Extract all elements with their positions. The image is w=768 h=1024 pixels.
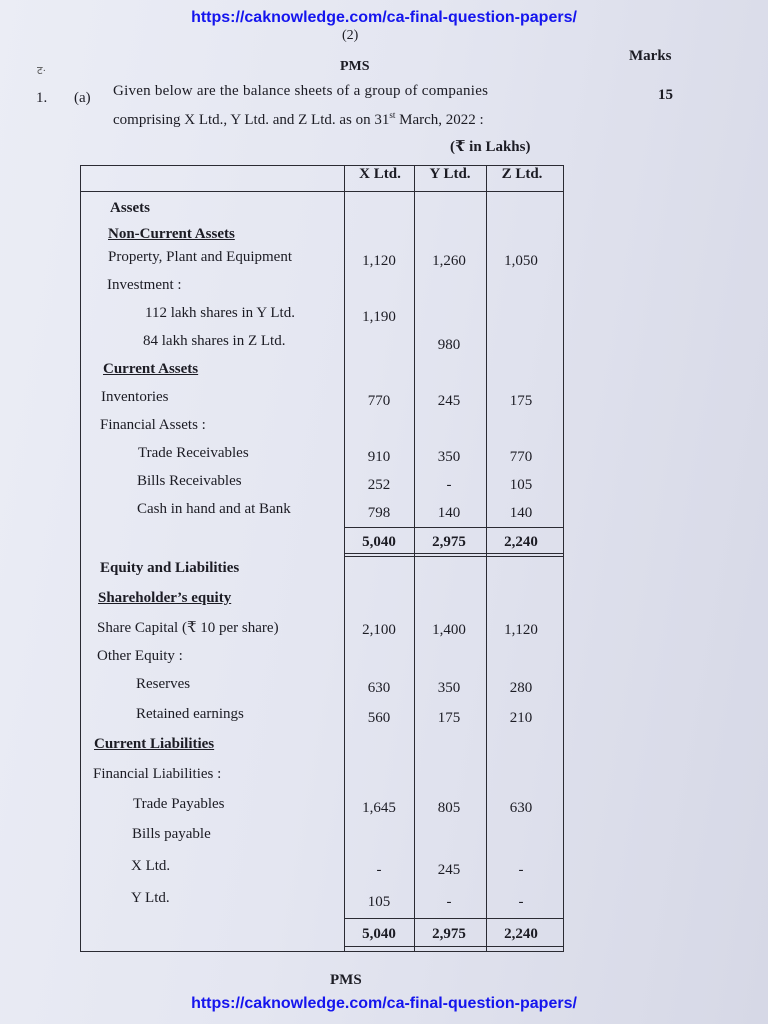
column-header-x-ltd: X Ltd. — [359, 166, 401, 182]
total-cell: 2,240 — [504, 926, 538, 942]
row-label: Retained earnings — [136, 706, 244, 722]
row-label: Equity and Liabilities — [100, 560, 240, 576]
value-cell: 280 — [509, 680, 533, 696]
value-cell: 140 — [437, 505, 461, 521]
row-label: 84 lakh shares in Z Ltd. — [143, 333, 286, 349]
paper-title: PMS — [340, 59, 370, 74]
value-cell: 1,050 — [504, 253, 538, 269]
unit-label: (₹ in Lakhs) — [450, 139, 531, 155]
page-code: ट· — [37, 65, 47, 77]
question-text-line-2: comprising X Ltd., Y Ltd. and Z Ltd. as on 31st March, 2022 : — [113, 110, 484, 128]
total-rule — [344, 946, 564, 947]
total-cell: 5,040 — [362, 534, 396, 550]
value-cell: 770 — [367, 393, 391, 409]
row-label: Trade Payables — [133, 796, 225, 812]
row-label: Cash in hand and at Bank — [137, 501, 291, 517]
total-cell: 2,240 — [504, 534, 538, 550]
row-label: Reserves — [136, 676, 191, 692]
value-cell: 175 — [437, 710, 461, 726]
value-cell: 1,260 — [432, 253, 466, 269]
question-text-line-1: Given below are the balance sheets of a group of companies — [113, 83, 489, 99]
value-cell: - — [446, 894, 452, 910]
value-cell: 350 — [437, 680, 461, 696]
row-label: Bills payable — [132, 826, 211, 842]
marks-heading: Marks — [629, 48, 672, 64]
value-cell: 210 — [509, 710, 533, 726]
row-label: Inventories — [101, 389, 169, 405]
value-cell: - — [376, 862, 382, 878]
value-cell: 140 — [509, 505, 533, 521]
value-cell: 1,645 — [362, 800, 396, 816]
value-cell: 175 — [509, 393, 533, 409]
row-label: Non-Current Assets — [108, 226, 235, 242]
row-label: Bills Receivables — [137, 473, 242, 489]
row-label: X Ltd. — [131, 858, 171, 874]
row-label: Assets — [110, 200, 150, 216]
value-cell: 105 — [367, 894, 391, 910]
value-cell: 630 — [367, 680, 391, 696]
total-cell: 5,040 — [362, 926, 396, 942]
row-label: Y Ltd. — [131, 890, 170, 906]
total-cell: 2,975 — [432, 534, 466, 550]
total-cell: 2,975 — [432, 926, 466, 942]
header-url[interactable]: https://caknowledge.com/ca-final-question-papers/ — [191, 9, 577, 26]
row-label: Other Equity : — [97, 648, 183, 664]
value-cell: 245 — [437, 393, 461, 409]
row-label: Share Capital (₹ 10 per share) — [97, 620, 279, 636]
row-label: Trade Receivables — [138, 445, 249, 461]
value-cell: 798 — [367, 505, 391, 521]
total-rule — [344, 527, 564, 528]
value-cell: 770 — [509, 449, 533, 465]
total-rule — [344, 553, 564, 554]
page-number: (2) — [342, 28, 359, 43]
value-cell: - — [446, 477, 452, 493]
row-label: Financial Liabilities : — [93, 766, 222, 782]
value-cell: 1,120 — [362, 253, 396, 269]
value-cell: 630 — [509, 800, 533, 816]
value-cell: 910 — [367, 449, 391, 465]
total-rule — [344, 918, 564, 919]
value-cell: 245 — [437, 862, 461, 878]
row-label: Shareholder’s equity — [98, 590, 232, 606]
column-divider — [414, 165, 415, 952]
header-rule — [80, 191, 564, 192]
column-divider — [486, 165, 487, 952]
row-label: 112 lakh shares in Y Ltd. — [145, 305, 295, 321]
value-cell: 105 — [509, 477, 533, 493]
row-label: Investment : — [107, 277, 182, 293]
value-cell: 350 — [437, 449, 461, 465]
value-cell: 1,400 — [432, 622, 466, 638]
column-header-z-ltd: Z Ltd. — [501, 166, 543, 182]
value-cell: 805 — [437, 800, 461, 816]
value-cell: 252 — [367, 477, 391, 493]
value-cell: - — [518, 862, 524, 878]
value-cell: 560 — [367, 710, 391, 726]
total-rule — [344, 556, 564, 557]
footer-url[interactable]: https://caknowledge.com/ca-final-question-papers/ — [191, 995, 577, 1012]
row-label: Current Liabilities — [94, 736, 215, 752]
value-cell: 980 — [437, 337, 461, 353]
row-label: Current Assets — [103, 361, 199, 377]
question-marks: 15 — [658, 87, 673, 103]
value-cell: - — [518, 894, 524, 910]
value-cell: 1,120 — [504, 622, 538, 638]
value-cell: 1,190 — [362, 309, 396, 325]
column-header-y-ltd: Y Ltd. — [429, 166, 471, 182]
footer-paper-title: PMS — [330, 972, 362, 988]
question-part: (a) — [74, 90, 91, 106]
question-number: 1. — [36, 90, 48, 106]
row-label: Financial Assets : — [100, 417, 206, 433]
row-label: Property, Plant and Equipment — [108, 249, 292, 265]
column-divider — [344, 165, 345, 952]
value-cell: 2,100 — [362, 622, 396, 638]
